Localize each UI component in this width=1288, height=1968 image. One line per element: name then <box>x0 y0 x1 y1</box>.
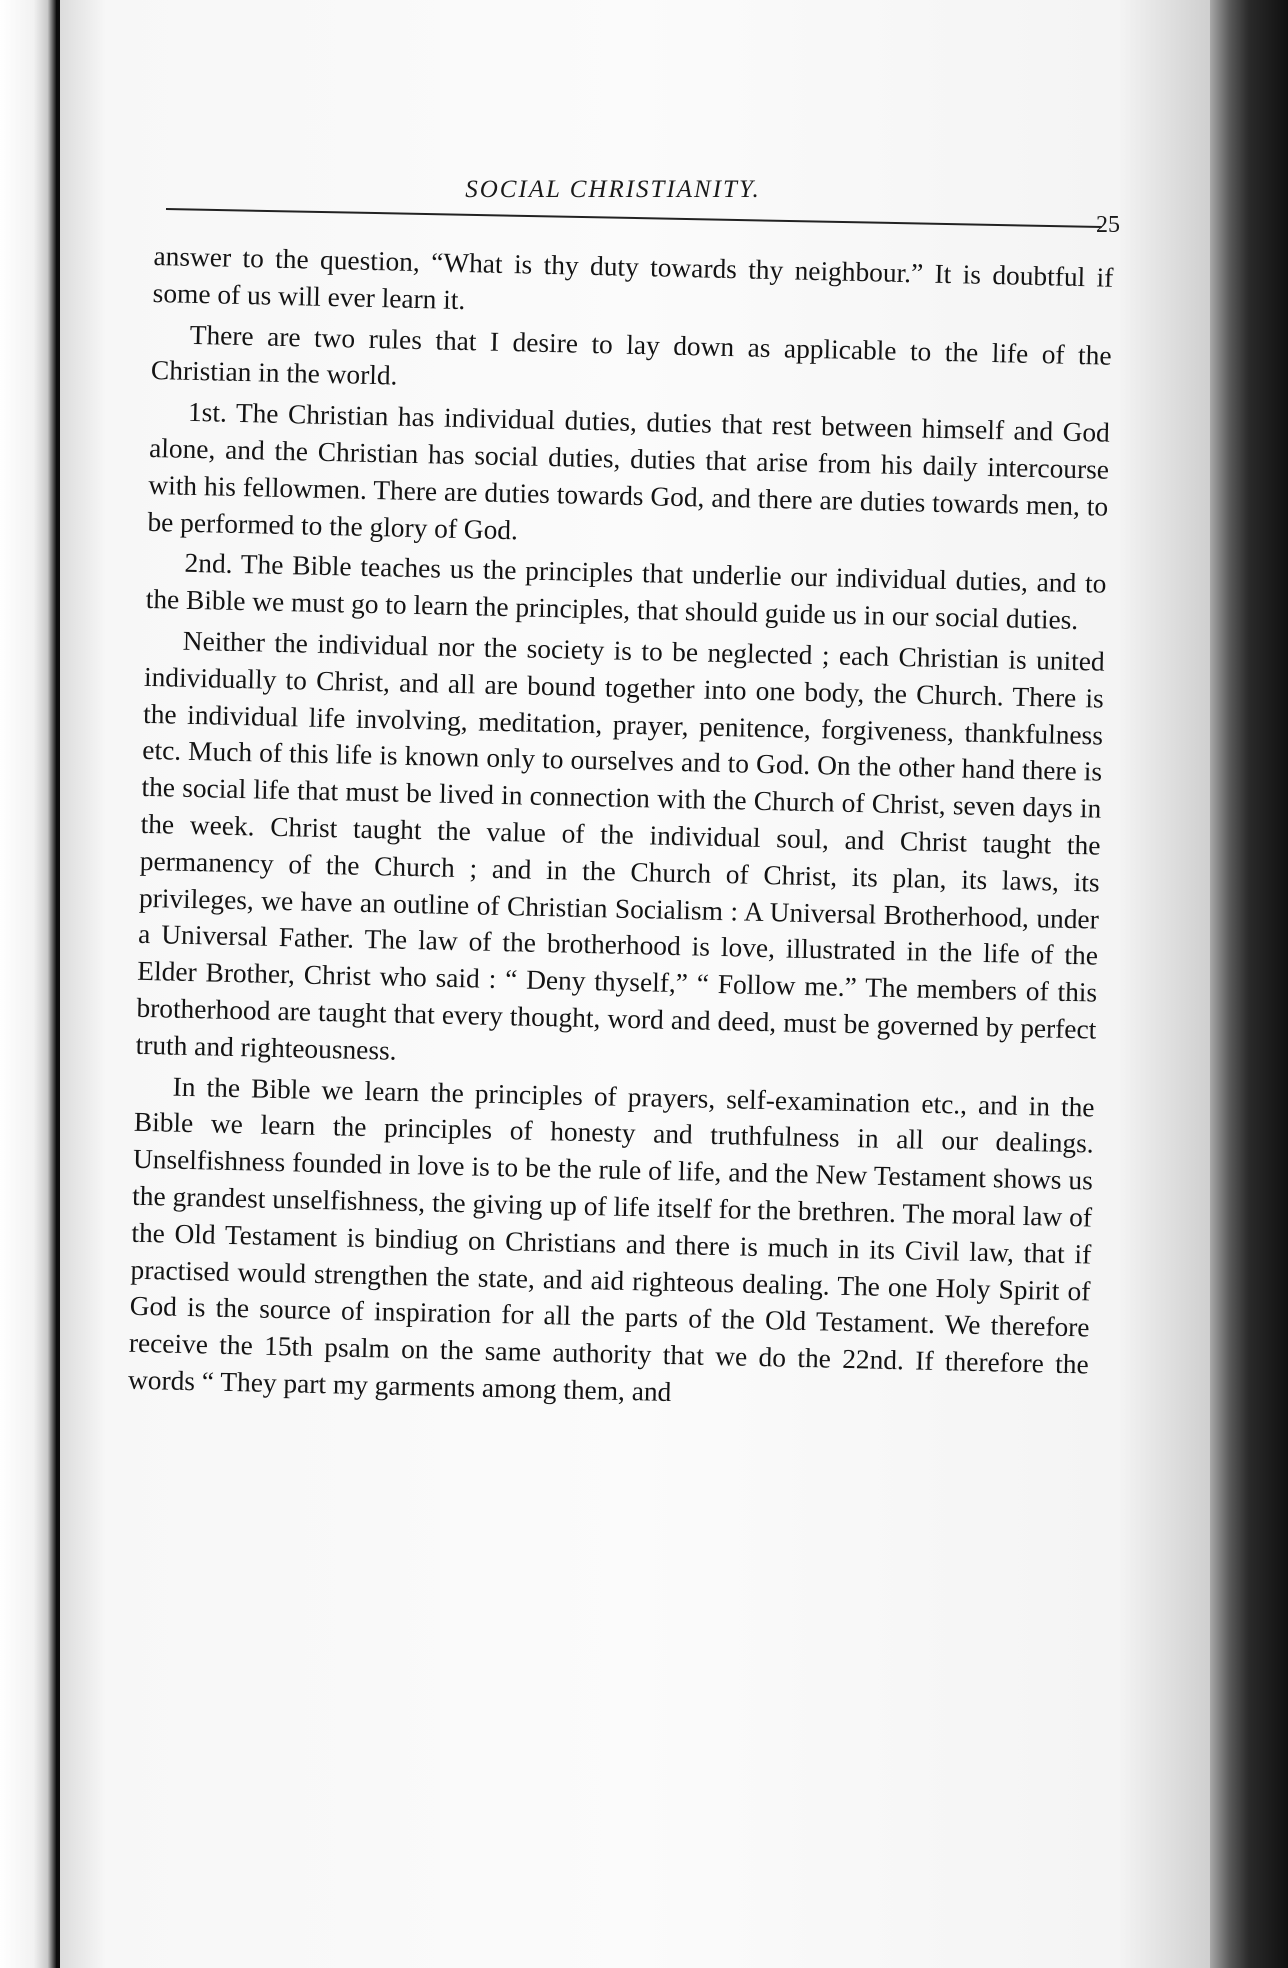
body-text <box>128 238 1114 1424</box>
paragraph: Neither the individual nor the society is to be neglected ; each Christian is united individually to Christ, and all are bound together into one body, the Church. There is the individual life involving, meditation, prayer, penitence, forgiveness, thankfulness etc. Much of this life is known only to ourselves and to God. On the other hand there is the social life that must be lived in connection with the Church of Christ, seven days in the week. Christ taught the value of the individual soul, and Christ taught the permanency of the Church ; and in the Church of Christ, its plan, its laws, its privileges, we have an outline of Christian Socialism : A Universal Brotherhood, under a Universal Father. The law of the brotherhood is love, illustrated in the life of the Elder Brother, Christ who said : “ Deny thyself,” “ Follow me.” The members of this brotherhood are taught that every thought, word and deed, must be governed by perfect truth and righteousness. <box>135 625 1105 1066</box>
running-title: SOCIAL CHRISTIANITY. <box>465 176 761 203</box>
paragraph: There are two rules that I desire to lay down as applicable to the life of the Christian in the world. <box>150 319 1112 391</box>
page-number: 25 <box>1096 212 1120 238</box>
paragraph: 2nd. The Bible teaches us the principles that underlie our individual duties, and to the Bible we must go to learn the principles, that should guide us in our social duties. <box>145 548 1107 636</box>
paragraph: In the Bible we learn the principles of prayers, self-examination etc., and in the Bible we learn the principles of honesty and truthfulness in all our dealings. Unselfishness founded in love is to be the rule of life, and the New Testament shows us the grandest unselfishness, the giving up of life itself for the brethren. The moral law of the Old Testament is bindiug on Christians and there is much in its Civil law, that if practised would strengthen the state, and aid righteous dealing. The one Holy Spirit of God is the source of inspiration for all the parts of the Old Testament. We therefore receive the 15th psalm on the same authority that we do the 22nd. If therefore the words “ They part my garments among them, and <box>127 1071 1095 1407</box>
facing-page-edge <box>0 0 56 1968</box>
paragraph: answer to the question, “What is thy duty towards thy neighbour.” It is doubtful if some of us will ever learn it. <box>152 240 1114 315</box>
running-head <box>168 172 1120 238</box>
paragraph: 1st. The Christian has individual duties, duties that rest between himself and God alone, and the Christian has social duties, duties that arise from his daily intercourse with his fellowmen. There are duties towards God, and there are duties towards men, to be performed to the glory of God. <box>147 397 1111 545</box>
book-fore-edge <box>1210 0 1288 1968</box>
book-page <box>60 0 1210 1968</box>
